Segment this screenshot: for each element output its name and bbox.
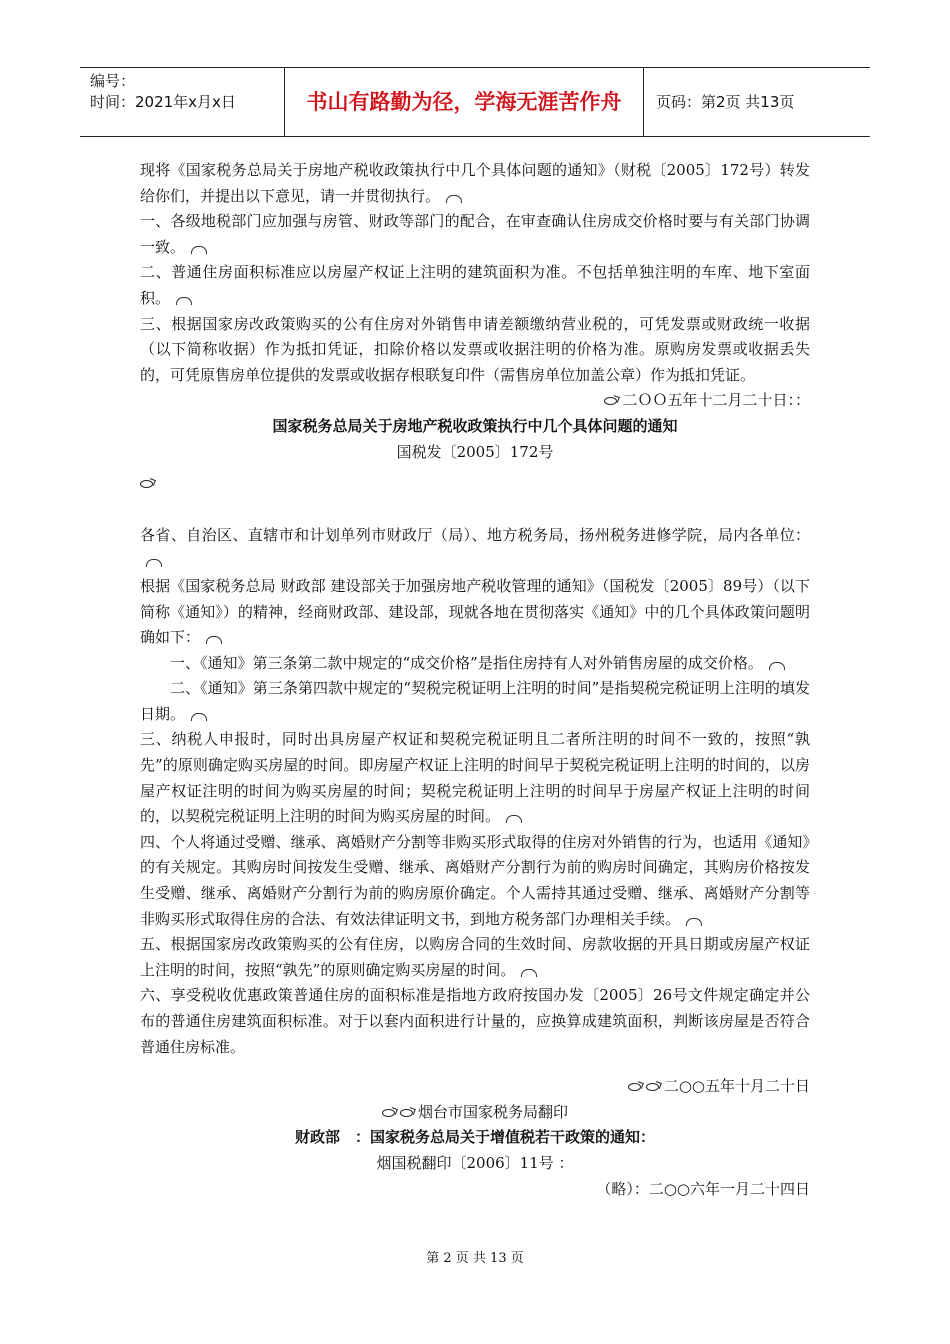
page-indicator: 页码：第2页 共13页 <box>656 93 795 111</box>
paragraph-text: 各省、自治区、直辖市和计划单列市财政厅（局）、地方税务局，扬州税务进修学院，局内各单位： <box>140 525 810 544</box>
paragraph <box>140 260 810 311</box>
paragraph <box>140 651 810 677</box>
time-label: 时间：2021年x月x日 <box>90 93 236 111</box>
paragraph-text: 现将《国家税务总局关于房地产税收政策执行中几个具体问题的通知》（财税〔2005〕172号）转发给你们，并提出以下意见，请一并贯彻执行。 <box>140 161 810 205</box>
paragraph <box>140 209 810 260</box>
date-text: 二ＯＯ五年十二月二十日：： <box>622 391 810 410</box>
paragraph-text: 四、个人将通过受赠、继承、离婚财产分割等非购买形式取得的住房对外销售的行为，也适用《通知》的有关规定。其购房时间按发生受赠、继承、离婚财产分割行为前的购房时间确定，其购房价格按发生受赠、继承、离婚财产分割行为前的购房原价确定。个人需持其通过受赠、继承、离婚财产分割等非购买形式取得住房的合法、有效法律证明文书，到地方税务部门办理相关手续。 <box>140 832 810 928</box>
paragraph-text: 三、根据国家房改政策购买的公有住房对外销售申请差额缴纳营业税的，可凭发票或财政统一收据（以下简称收据）作为抵扣凭证，扣除价格以发票或收据注明的价格为准。原购房发票或收据丢失的，可凭原售房单位提供的发票或收据存根联复印件（需售房单位加盖公章）作为抵扣凭证。 <box>140 314 810 384</box>
header-meta <box>80 68 284 136</box>
motto: 书山有路勤为径，学海无涯苦作舟 <box>284 68 644 136</box>
paragraph <box>140 932 810 983</box>
notice-number: 国税发〔2005〕172号 <box>396 442 554 461</box>
paragraph-mark-icon <box>506 815 522 823</box>
anchor-icon <box>400 1108 416 1117</box>
paragraph-mark-icon <box>446 195 462 203</box>
next-notice-number: 烟国税翻印〔2006〕11号 ： <box>376 1153 574 1172</box>
code-label: 编号： <box>90 72 136 90</box>
paragraph <box>140 676 810 727</box>
spacer <box>140 497 810 523</box>
anchor-icon <box>382 1108 398 1117</box>
paragraph <box>140 983 810 1060</box>
paragraph <box>140 574 810 651</box>
paragraph-mark-icon <box>146 559 162 567</box>
paragraph-mark-icon <box>176 297 192 305</box>
paragraph <box>140 523 810 574</box>
anchor-icon <box>646 1082 662 1091</box>
paragraph <box>140 312 810 389</box>
document-body <box>140 158 810 1202</box>
paragraph-mark-icon <box>769 662 785 670</box>
paragraph <box>140 830 810 932</box>
next-notice-title: 财政部 ：国家税务总局关于增值税若干政策的通知： <box>294 1128 655 1147</box>
paragraph-text: 二、《通知》第三条第四款中规定的“契税完税证明上注明的时间”是指契税完税证明上注明的填发日期。 <box>140 679 810 723</box>
paragraph-mark-icon <box>206 636 222 644</box>
reprint-line <box>140 1100 810 1126</box>
paragraph-mark-icon <box>191 246 207 254</box>
anchor-icon <box>604 396 620 405</box>
paragraph-mark-icon <box>191 713 207 721</box>
paragraph-text: 一、《通知》第三条第二款中规定的“成交价格”是指住房持有人对外销售房屋的成交价格。 <box>170 653 763 672</box>
paragraph-text: 二、普通住房面积标准应以房屋产权证上注明的建筑面积为准。不包括单独注明的车库、地下室面积。 <box>140 263 810 307</box>
paragraph <box>140 158 810 209</box>
paragraph-text: 三、纳税人申报时，同时出具房屋产权证和契税完税证明且二者所注明的时间不一致的，按照“孰先”的原则确定购买房屋的时间。即房屋产权证上注明的时间早于契税完税证明上注明的时间的，以房屋产权证注明的时间为购买房屋的时间；契税完税证明上注明的时间早于房屋产权证上注明的时间的，以契税完税证明上注明的时间为购买房屋的时间。 <box>140 730 810 826</box>
paragraph-text: 五、根据国家房改政策购买的公有住房，以购房合同的生效时间、房款收据的开具日期或房屋产权证上注明的时间，按照“孰先”的原则确定购买房屋的时间。 <box>140 935 810 979</box>
paragraph-mark-icon <box>521 969 537 977</box>
page-header <box>80 67 870 137</box>
paragraph-mark-icon <box>686 918 702 926</box>
paragraph <box>140 727 810 829</box>
date-line <box>140 388 810 414</box>
paragraph-text: 一、各级地税部门应加强与房管、财政等部门的配合，在审查确认住房成交价格时要与有关部门协调一致。 <box>140 212 810 256</box>
page-footer: 第 2 页 共 13 页 <box>426 1251 524 1266</box>
date-line: （略）：二○○六年一月二十四日 <box>596 1179 810 1198</box>
notice-title: 国家税务总局关于房地产税收政策执行中几个具体问题的通知 <box>272 416 678 435</box>
date-text: 二○○五年十月二十日 <box>663 1077 810 1096</box>
paragraph-text: 根据《国家税务总局 财政部 建设部关于加强房地产税收管理的通知》（国税发〔2005〕89号）（以下简称《通知》）的精神，经商财政部、建设部，现就各地在贯彻落实《通知》中的几个具体政策问题明确如下： <box>140 576 810 647</box>
anchor-icon <box>628 1082 644 1091</box>
anchor-icon <box>140 479 156 488</box>
reprint-text: 烟台市国家税务局翻印 <box>417 1102 568 1121</box>
date-line <box>140 1074 810 1100</box>
paragraph-text: 六、享受税收优惠政策普通住房的面积标准是指地方政府按国办发〔2005〕26号文件规定确定并公布的普通住房建筑面积标准。对于以套内面积进行计量的，应换算成建筑面积，判断该房屋是否符合普通住房标准。 <box>140 986 810 1056</box>
anchor-line <box>140 471 810 497</box>
